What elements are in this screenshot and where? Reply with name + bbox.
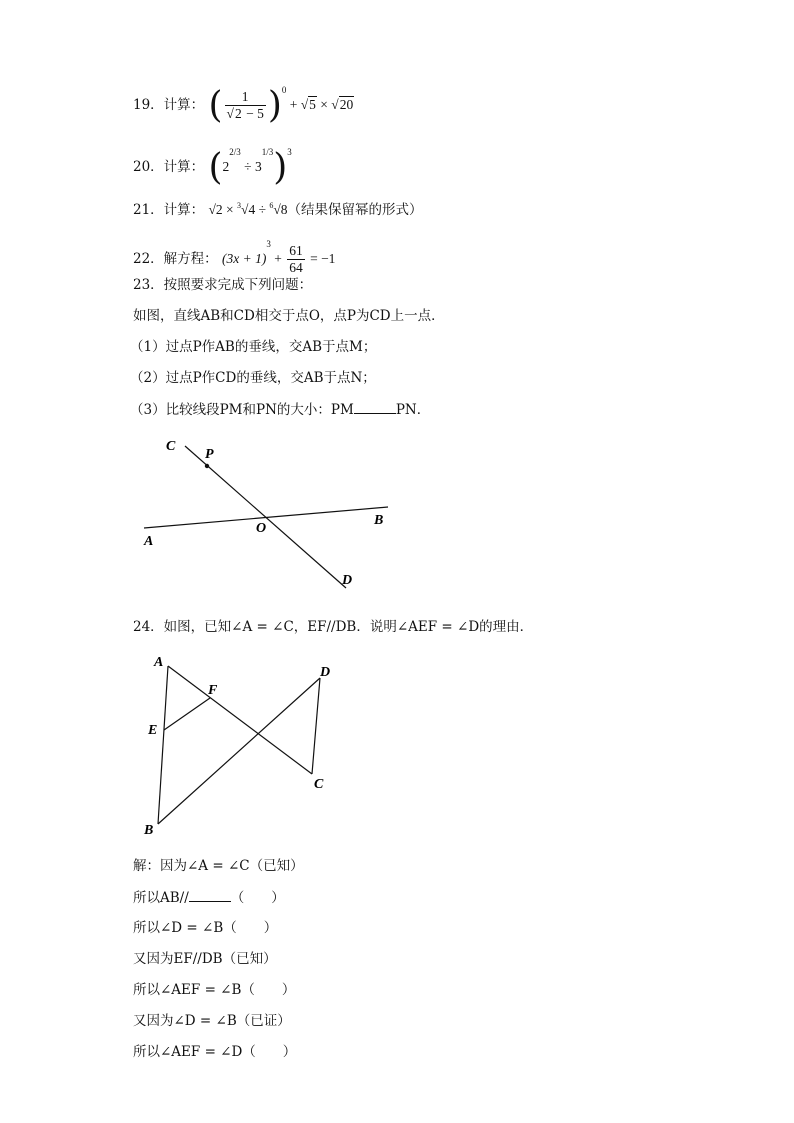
line-cd — [185, 446, 346, 588]
segment-ef — [164, 698, 210, 730]
question-23-item-1: （1）过点P作AB的垂线，交AB于点M； — [130, 339, 377, 355]
question-21: 21．计算： √2 × $^3$√4 ÷ $^6$√8（结果保留幂的形式） — [133, 201, 423, 218]
solution-step-1: 解：因为∠A = ∠C（已知） — [133, 858, 304, 874]
solution-step-5: 所以∠AEF = ∠B（ ） — [133, 982, 296, 998]
label-d: D — [342, 573, 353, 588]
label-p: P — [205, 447, 214, 462]
label-c: C — [166, 439, 176, 454]
question-23-title: 23．按照要求完成下列问题： — [133, 277, 313, 293]
point-p — [205, 464, 209, 468]
question-23-intro: 如图，直线AB和CD相交于点O，点P为CD上一点． — [133, 308, 445, 324]
segment-ab — [158, 666, 168, 824]
segment-bd — [158, 678, 320, 824]
question-number: 20．计算： — [133, 159, 205, 175]
segment-ac — [168, 666, 312, 774]
fraction: $\frac{61}{64}$ — [289, 243, 303, 275]
label-b: B — [374, 513, 384, 528]
question-20: 20．计算： $(2^{2/3} \div 3^{1/3})^3$ — [133, 146, 292, 188]
label-d: D — [320, 665, 331, 680]
question-number: 21．计算： — [133, 202, 205, 218]
question-24-title: 24．如图，已知∠A = ∠C，EF//DB．说明∠AEF = ∠D的理由． — [133, 619, 534, 635]
question-19: 19．计算： ( $\frac{1}{√2 - 5}$ )$^0$ + √5 × √20 — [133, 84, 354, 126]
label-o: O — [256, 521, 267, 536]
question-number: 19．计算： — [133, 97, 205, 113]
solution-step-4: 又因为EF//DB（已知） — [133, 951, 277, 967]
label-f: F — [208, 683, 218, 698]
question-number: 22．解方程： — [133, 251, 218, 267]
figure-24 — [140, 652, 350, 842]
solution-step-6: 又因为∠D = ∠B（已证） — [133, 1013, 291, 1029]
question-23-item-3: （3）比较线段PM和PN的大小：PM PN． — [130, 399, 430, 420]
label-b: B — [144, 823, 154, 838]
label-c: C — [314, 777, 324, 792]
label-a: A — [154, 655, 164, 670]
solution-step-3: 所以∠D = ∠B（ ） — [133, 920, 278, 936]
question-22: 22．解方程： $(3x + 1)^3$ + $\frac{61}{64}$ = −1 — [133, 239, 336, 275]
solution-step-7: 所以∠AEF = ∠D（ ） — [133, 1044, 297, 1060]
label-e: E — [148, 723, 158, 738]
segment-dc — [312, 678, 320, 774]
note: （结果保留幂的形式） — [287, 202, 423, 218]
figure-23 — [130, 432, 410, 592]
answer-blank[interactable] — [189, 887, 231, 902]
question-23-item-2: （2）过点P作CD的垂线，交AB于点N； — [130, 370, 376, 386]
solution-step-2: 所以AB// （ ） — [133, 887, 285, 908]
fraction: $\frac{1}{√2 - 5}$ — [226, 89, 264, 121]
answer-blank[interactable] — [354, 399, 396, 414]
label-a: A — [144, 534, 154, 549]
